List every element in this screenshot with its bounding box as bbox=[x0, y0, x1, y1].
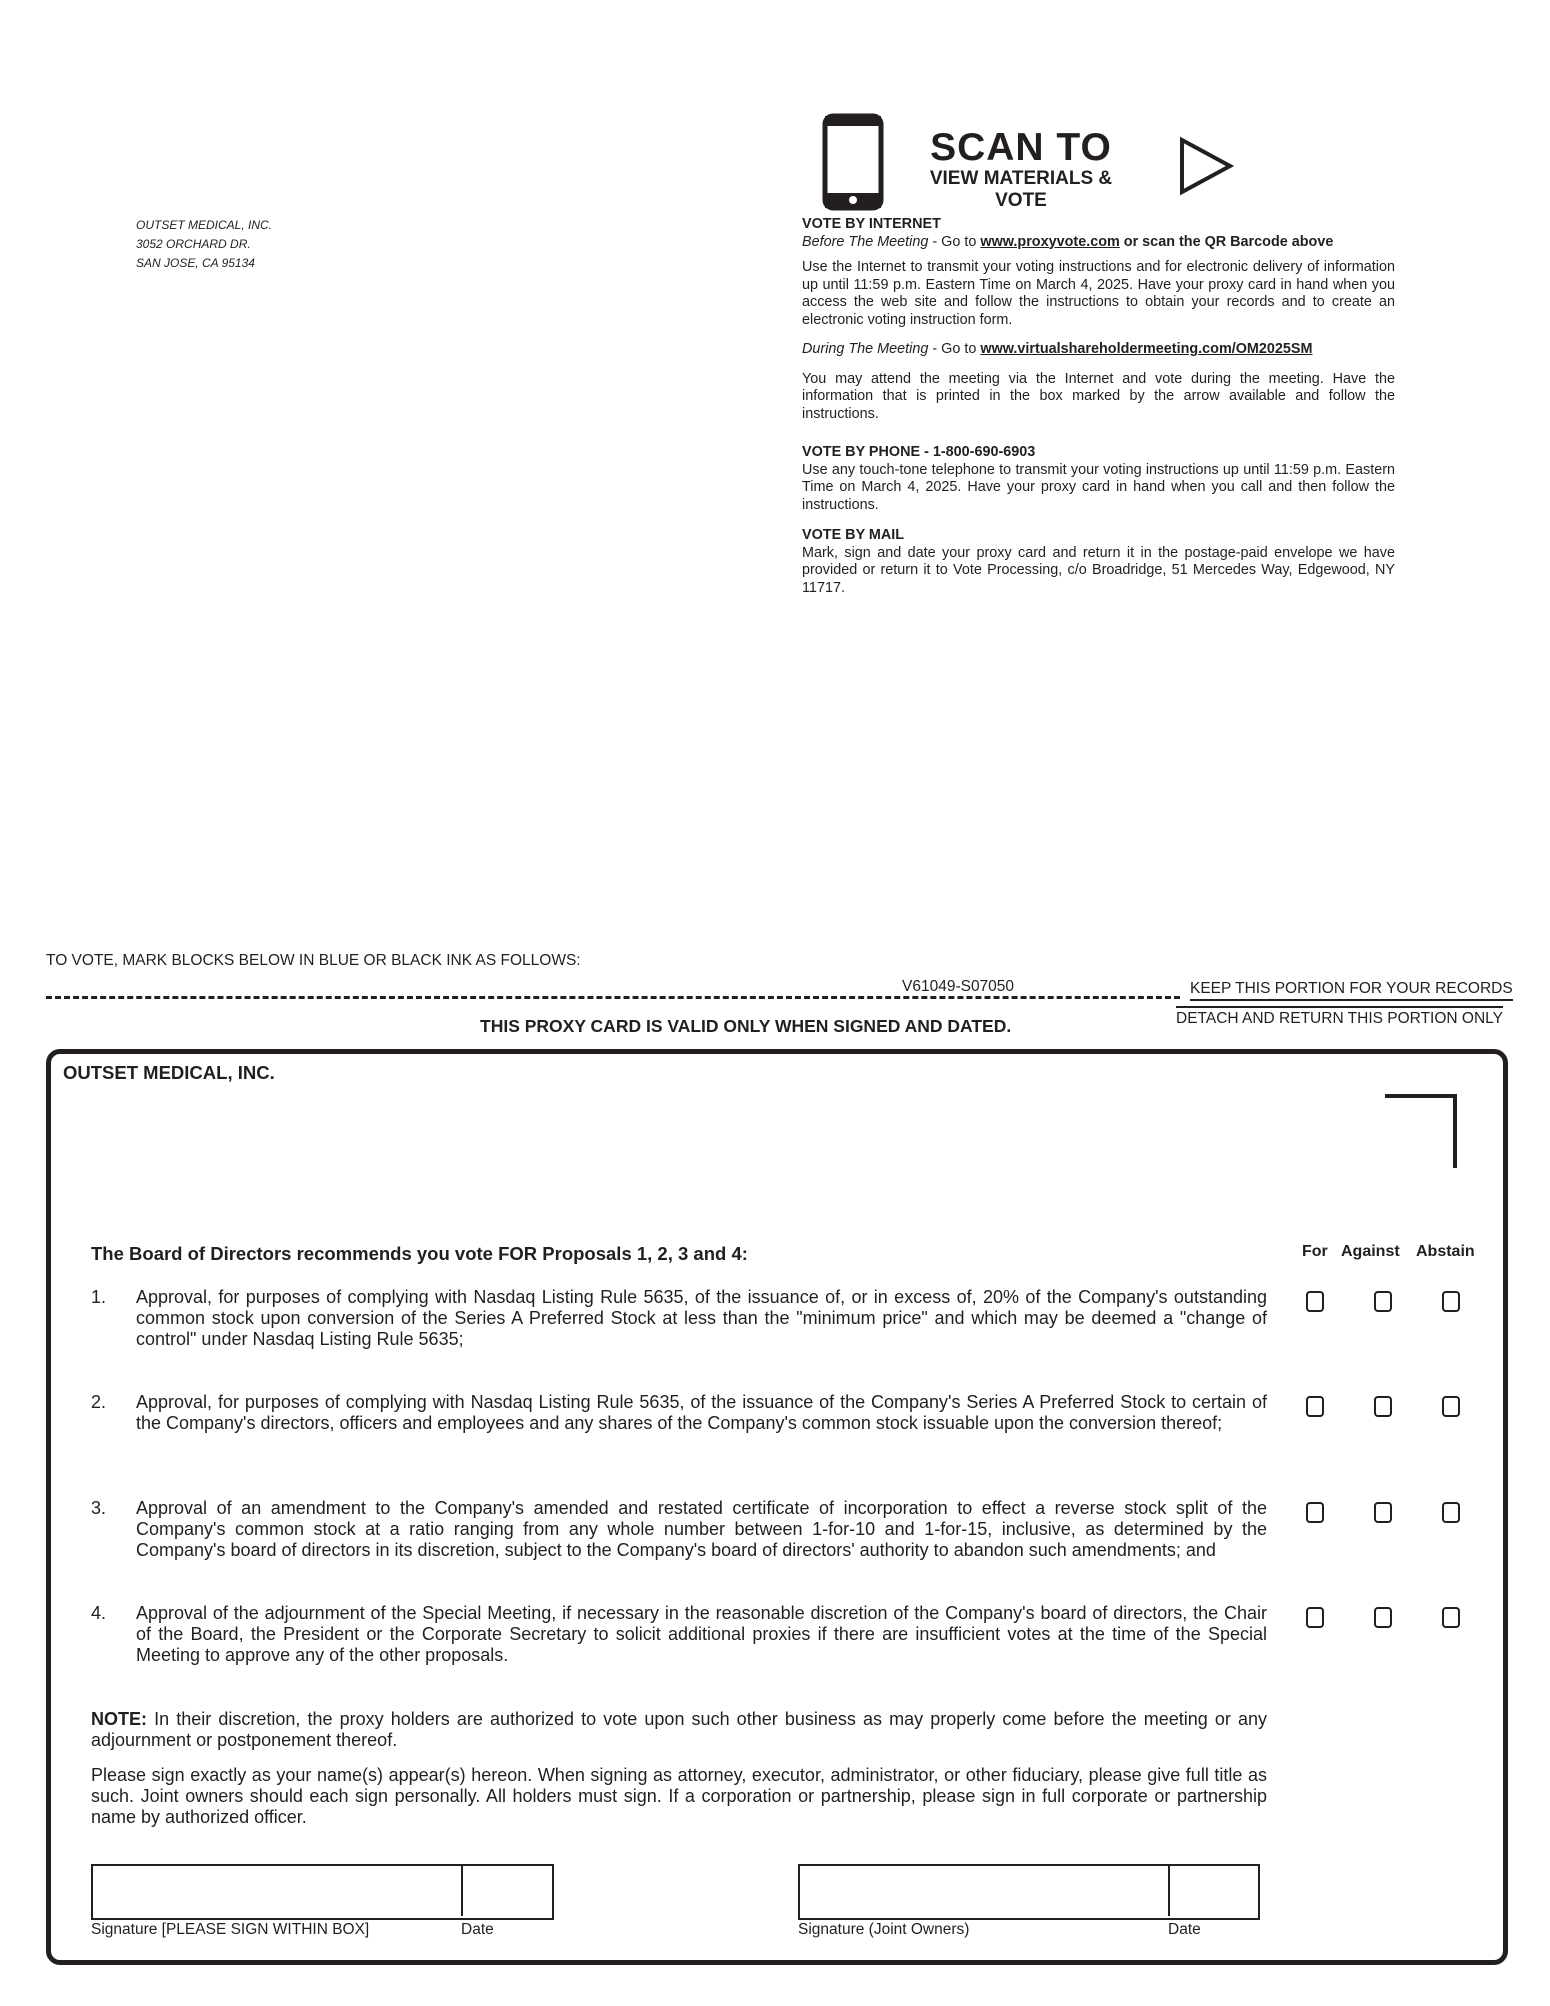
proposal-number: 1. bbox=[91, 1287, 107, 1307]
detach-portion-label: DETACH AND RETURN THIS PORTION ONLY bbox=[1176, 1006, 1503, 1028]
corner-mark bbox=[1385, 1094, 1457, 1168]
valid-notice: THIS PROXY CARD IS VALID ONLY WHEN SIGNED AND DATED. bbox=[480, 1016, 1012, 1036]
vote-by-phone-section bbox=[802, 444, 1395, 522]
date-label: Date bbox=[461, 1921, 494, 1938]
keep-portion-label: KEEP THIS PORTION FOR YOUR RECORDS bbox=[1190, 980, 1513, 1001]
address-company: OUTSET MEDICAL, INC. bbox=[136, 218, 273, 232]
vote-by-internet-section bbox=[802, 216, 1395, 431]
vote-phone-heading: VOTE BY PHONE - 1-800-690-6903 bbox=[802, 444, 1036, 460]
proposal-2-abstain-checkbox[interactable] bbox=[1442, 1396, 1460, 1417]
sign-instructions: Please sign exactly as your name(s) appear(s) hereon. When signing as attorney, executor, administrator, or other fiduciary, please give full title as such. Joint owners should each sign personally. All holders must sign. If a corporation or partnership, please sign in full corporate or partnership name by authorized officer. bbox=[91, 1765, 1267, 1827]
column-for: For bbox=[1302, 1243, 1328, 1260]
proposal-3-abstain-checkbox[interactable] bbox=[1442, 1502, 1460, 1523]
proposal-text: Approval of an amendment to the Company's amended and restated certificate of incorporation to effect a reverse stock split of the Company's common stock at a ratio ranging from any whole number between 1-for-10 and 1-for-15, inclusive, as determined by the Company's board of directors in its discretion, subject to the Company's board of directors' authority to abandon such amendments; and bbox=[136, 1498, 1267, 1560]
virtual-meeting-link[interactable]: www.virtualshareholdermeeting.com/OM2025SM bbox=[980, 341, 1313, 357]
board-recommendation: The Board of Directors recommends you vote FOR Proposals 1, 2, 3 and 4: bbox=[91, 1243, 748, 1264]
vote-by-mail-section bbox=[802, 527, 1395, 605]
before-meeting-label: Before The Meeting bbox=[802, 233, 929, 250]
address-city: SAN JOSE, CA 95134 bbox=[136, 256, 255, 270]
proposal-number: 4. bbox=[91, 1603, 107, 1623]
card-company-name: OUTSET MEDICAL, INC. bbox=[63, 1062, 275, 1083]
during-meeting-label: During The Meeting bbox=[802, 341, 929, 357]
proposal-text: Approval, for purposes of complying with Nasdaq Listing Rule 5635, of the issuance of the Company's Series A Preferred Stock to certain of the Company's directors, officers and employees and any shares of the Company's common stock issuable upon the conversion thereof; bbox=[136, 1392, 1267, 1433]
proxyvote-link[interactable]: www.proxyvote.com bbox=[980, 233, 1120, 250]
proposal-1-abstain-checkbox[interactable] bbox=[1442, 1291, 1460, 1312]
proposal-4-against-checkbox[interactable] bbox=[1374, 1607, 1392, 1628]
vote-internet-heading: VOTE BY INTERNET bbox=[802, 216, 941, 232]
proposal-number: 2. bbox=[91, 1392, 107, 1412]
during-meeting-text: You may attend the meeting via the Internet and vote during the meeting. Have the information that is printed in the box marked by the arrow available and follow the instructions. bbox=[802, 370, 1395, 422]
proposal-3-against-checkbox[interactable] bbox=[1374, 1502, 1392, 1523]
vote-mail-heading: VOTE BY MAIL bbox=[802, 527, 905, 543]
proposal-1-for-checkbox[interactable] bbox=[1306, 1291, 1324, 1312]
signature-label: Signature [PLEASE SIGN WITHIN BOX] bbox=[91, 1921, 370, 1938]
joint-signature-label: Signature (Joint Owners) bbox=[798, 1921, 970, 1938]
proposal-2-against-checkbox[interactable] bbox=[1374, 1396, 1392, 1417]
return-address bbox=[136, 216, 272, 273]
proposal-text: Approval of the adjournment of the Special Meeting, if necessary in the reasonable discretion of the Company's board of directors, the Chair of the Board, the President or the Corporate Secretary to solicit additional proxies if there are insufficient votes at the time of the Special Meeting to approve any of the other proposals. bbox=[136, 1603, 1267, 1665]
vote-mail-text: Mark, sign and date your proxy card and return it in the postage-paid envelope we have provided or return it to Vote Processing, c/o Broadridge, 51 Mercedes Way, Edgewood, NY 11717. bbox=[802, 544, 1395, 596]
note-text: In their discretion, the proxy holders are authorized to vote upon such other business as may properly come before the meeting or any adjournment or postponement thereof. bbox=[91, 1709, 1267, 1750]
vote-phone-text: Use any touch-tone telephone to transmit your voting instructions up until 11:59 p.m. Eastern Time on March 4, 2025. Have your proxy card in hand when you call and then follow the instructions. bbox=[802, 461, 1395, 513]
address-street: 3052 ORCHARD DR. bbox=[136, 237, 251, 251]
proposal-4-abstain-checkbox[interactable] bbox=[1442, 1607, 1460, 1628]
smartphone-icon bbox=[822, 113, 884, 211]
during-goto: - Go to bbox=[928, 341, 981, 357]
proposal-3-for-checkbox[interactable] bbox=[1306, 1502, 1324, 1523]
play-arrow-icon bbox=[1178, 136, 1236, 196]
proposal-4-for-checkbox[interactable] bbox=[1306, 1607, 1324, 1628]
column-against: Against bbox=[1341, 1243, 1400, 1260]
signature-box[interactable] bbox=[91, 1864, 554, 1920]
before-goto: - Go to bbox=[928, 233, 981, 250]
control-number: V61049-S07050 bbox=[902, 978, 1015, 995]
mark-instructions: TO VOTE, MARK BLOCKS BELOW IN BLUE OR BLACK INK AS FOLLOWS: bbox=[46, 952, 581, 969]
scan-subtitle: VIEW MATERIALS & VOTE bbox=[929, 168, 1113, 211]
before-meeting-text: Use the Internet to transmit your voting instructions and for electronic delivery of information up until 11:59 p.m. Eastern Time on March 4, 2025. Have your proxy card in hand when you access the web site and follow the instructions to obtain your records and to create an electronic voting instruction form. bbox=[802, 259, 1395, 328]
note-label: NOTE: bbox=[91, 1709, 147, 1729]
joint-signature-date-divider bbox=[1168, 1864, 1170, 1916]
note-paragraph bbox=[91, 1709, 1267, 1751]
proposal-number: 3. bbox=[91, 1498, 107, 1518]
joint-date-label: Date bbox=[1168, 1921, 1201, 1938]
scan-to-vote-heading bbox=[905, 128, 1137, 212]
proposal-2-for-checkbox[interactable] bbox=[1306, 1396, 1324, 1417]
proposal-1-against-checkbox[interactable] bbox=[1374, 1291, 1392, 1312]
detach-dashed-line bbox=[46, 996, 1180, 999]
column-abstain: Abstain bbox=[1416, 1243, 1475, 1260]
signature-date-divider bbox=[461, 1864, 463, 1916]
scan-title: SCAN TO bbox=[930, 126, 1112, 169]
proposal-text: Approval, for purposes of complying with Nasdaq Listing Rule 5635, of the issuance of, or in excess of, 20% of the Company's outstanding common stock upon conversion of the Series A Preferred Stock at less than the "minimum price" and which may be deemed a "change of control" under Nasdaq Listing Rule 5635; bbox=[136, 1287, 1267, 1349]
before-suffix: or scan the QR Barcode above bbox=[1119, 233, 1334, 250]
joint-signature-box[interactable] bbox=[798, 1864, 1260, 1920]
